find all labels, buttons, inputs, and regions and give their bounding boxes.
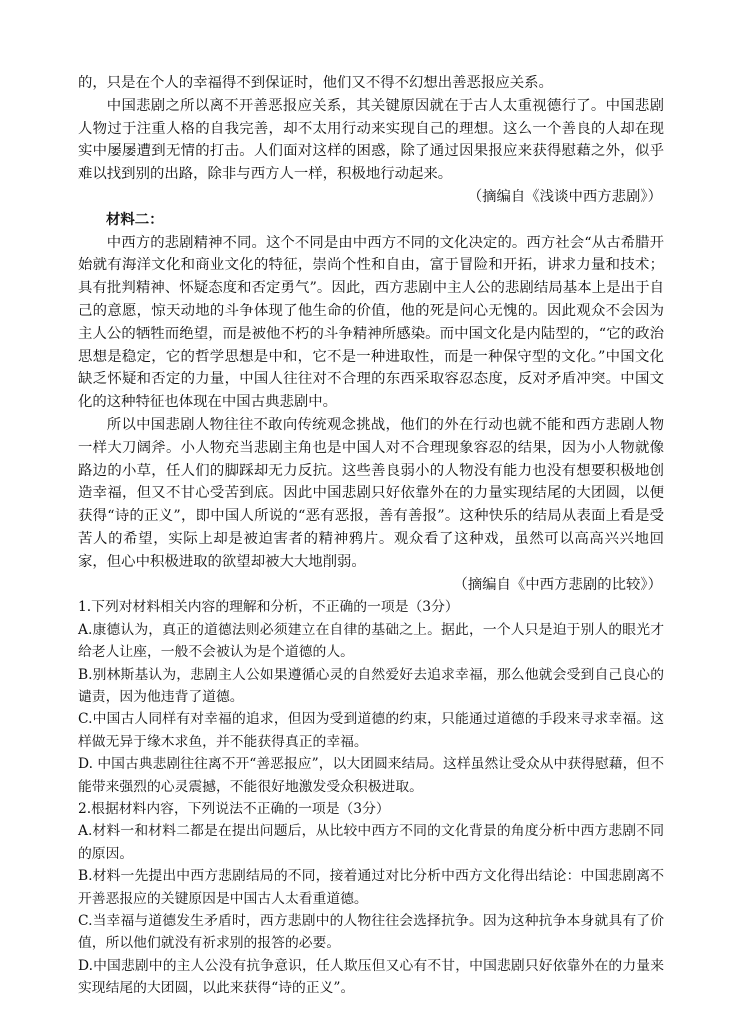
passage2-paragraph-1: 中西方的悲剧精神不同。这个不同是由中西方不同的文化决定的。西方社会“从古希腊开始就有海洋文化和商业文化的特征，崇尚个性和自由，富于冒险和开拓，讲求力量和技术；具有批判精神、怀疑态度和否定勇气”。因此，西方悲剧中主人公的悲剧结局基本上是出于自己的意愿，惊天动地的斗争体现了他生命的价值，他的死是问心无愧的。因此观众不会因为主人公的牺牲而绝望，而是被他不朽的斗争精神所感染。而中国文化是内陆型的，“它的政治思想是稳定，它的哲学思想是中和，它不是一种进取性，而是一种保守型的文化。”中国文化缺乏怀疑和否定的力量，中国人往往对不合理的东西采取容忍态度，反对矛盾冲突。中国文化的这种特征也体现在中国古典悲剧中。 bbox=[78, 234, 664, 411]
question-1-stem: 1.下列对材料相关内容的理解和分析，不正确的一项是（3分） bbox=[78, 599, 459, 616]
passage1-paragraph-2: 中国悲剧之所以离不开善恶报应关系，其关键原因就在于古人太重视德行了。中国悲剧人物过于注重人格的自我完善，却不太用行动来实现自己的理想。这么一个善良的人却在现实中屡屡遭到无情的打击。人们面对这样的困惑，除了通过因果报应来获得慰藉之外，似乎难以找到别的出路，除非与西方人一样，积极地行动起来。 bbox=[78, 97, 664, 183]
question-2-option-b: B.材料一先提出中西方悲剧结局的不同，接着通过对比分析中西方文化得出结论：中国悲剧离不开善恶报应的关键原因是中国古人太看重道德。 bbox=[78, 868, 664, 907]
question-1-option-c: C.中国古人同样有对幸福的追求，但因为受到道德的约束，只能通过道德的手段来寻求幸福。这样做无异于缘木求鱼，并不能获得真正的幸福。 bbox=[78, 711, 664, 750]
passage2-source: （摘编自《中西方悲剧的比较》） bbox=[453, 576, 662, 593]
question-2-option-c: C.当幸福与道德发生矛盾时，西方悲剧中的人物往往会选择抗争。因为这种抗争本身就具有了价值，所以他们就没有祈求别的报答的必要。 bbox=[78, 913, 664, 952]
question-2-option-a: A.材料一和材料二都是在提出问题后，从比较中西方不同的文化背景的角度分析中西方悲剧不同的原因。 bbox=[78, 823, 664, 862]
passage1-paragraph-1: 的，只是在个人的幸福得不到保证时，他们又不得不幻想出善恶报应关系。 bbox=[78, 75, 553, 91]
passage2-paragraph-2: 所以中国悲剧人物往往不敢向传统观念挑战，他们的外在行动也就不能和西方悲剧人物一样大刀阔斧。小人物充当悲剧主角也是中国人对不合理现象容忍的结果，因为小人物就像路边的小草，任人们的脚踩却无力反抗。这些善良弱小的人物没有能力也没有想要积极地创造幸福，但又不甘心受苦到底。因此中国悲剧只好依靠外在的力量实现结尾的大团圆，以便获得“诗的正义”，即中国人所说的“恶有恶报，善有善报”。这种快乐的结局从表面上看是受苦人的希望，实际上却是被迫害者的精神鸦片。观众看了这种戏，虽然可以高高兴兴地回家，但心中积极进取的欲望却被大大地削弱。 bbox=[78, 416, 664, 570]
question-1-option-b: B.别林斯基认为，悲剧主人公如果遵循心灵的自然爱好去追求幸福，那么他就会受到自己良心的谴责，因为他违背了道德。 bbox=[78, 666, 664, 705]
question-1-option-d: D. 中国古典悲剧往往离不开“善恶报应”，以大团圆来结局。这样虽然让受众从中获得慰藉，但不能带来强烈的心灵震撼，不能很好地激发受众积极进取。 bbox=[78, 756, 664, 795]
question-2-stem: 2.根据材料内容，下列说法不正确的一项是（3分） bbox=[78, 800, 390, 817]
exam-page bbox=[78, 72, 664, 1000]
passage2-heading: 材料二： bbox=[106, 210, 164, 228]
passage1-source: （摘编自《浅谈中西方悲剧》） bbox=[467, 188, 662, 205]
question-1-option-a: A.康德认为，真正的道德法则必须建立在自律的基础之上。据此，一个人只是迫于别人的眼光才给老人让座，一般不会被认为是个道德的人。 bbox=[78, 621, 664, 661]
question-2-option-d: D.中国悲剧中的主人公没有抗争意识，任人欺压但又心有不甘，中国悲剧只好依靠外在的力量来实现结尾的大团圆，以此来获得“诗的正义”。 bbox=[78, 957, 664, 997]
